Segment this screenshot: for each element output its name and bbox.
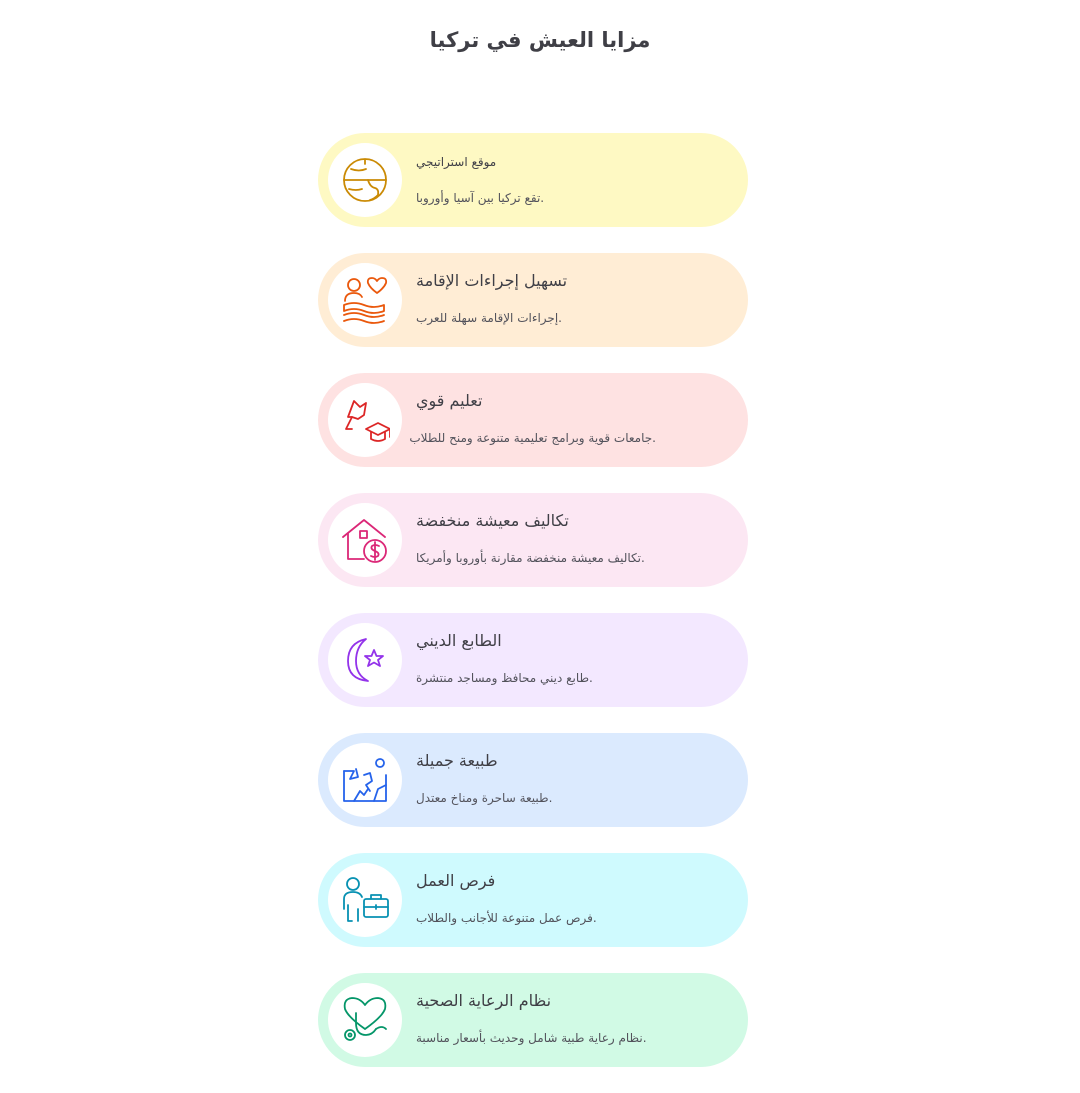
card-title: طبيعة جميلة	[416, 751, 498, 770]
card-title: فرص العمل	[416, 871, 496, 890]
landscape-icon	[328, 743, 402, 817]
card-description: .تكاليف معيشة منخفضة مقارنة بأوروبا وأمريكا	[416, 551, 645, 565]
benefit-card-religious-character	[318, 613, 748, 707]
benefits-list	[318, 133, 748, 1093]
card-description: .تقع تركيا بين آسيا وأوروبا	[416, 191, 545, 205]
page-title: مزايا العيش في تركيا	[429, 28, 651, 52]
benefit-card-job-opportunities	[318, 853, 748, 947]
residence-heart-icon	[328, 263, 402, 337]
card-title: موقع استراتيجي	[416, 155, 497, 169]
heart-stethoscope-icon	[328, 983, 402, 1057]
crescent-star-icon	[328, 623, 402, 697]
graduation-cap-icon	[328, 383, 402, 457]
card-title: تكاليف معيشة منخفضة	[416, 511, 569, 530]
benefit-card-residence	[318, 253, 748, 347]
benefit-card-education	[318, 373, 748, 467]
benefit-card-low-cost-living	[318, 493, 748, 587]
card-title: تعليم قوي	[416, 391, 483, 410]
benefit-card-beautiful-nature	[318, 733, 748, 827]
card-description: .نظام رعاية طبية شامل وحديث بأسعار مناسبة	[416, 1031, 647, 1045]
globe-icon	[328, 143, 402, 217]
card-description: .طابع ديني محافظ ومساجد منتشرة	[416, 671, 593, 685]
benefit-card-strategic-location	[318, 133, 748, 227]
card-title: تسهيل إجراءات الإقامة	[416, 271, 568, 290]
card-title: نظام الرعاية الصحية	[416, 991, 552, 1010]
house-dollar-icon	[328, 503, 402, 577]
card-description: .طبيعة ساحرة ومناخ معتدل	[416, 791, 553, 805]
person-briefcase-icon	[328, 863, 402, 937]
card-title: الطابع الديني	[416, 631, 502, 650]
card-description: .جامعات قوية وبرامج تعليمية متنوعة ومنح للطلاب	[409, 431, 656, 445]
card-description: .إجراءات الإقامة سهلة للعرب	[416, 311, 562, 325]
card-description: .فرص عمل متنوعة للأجانب والطلاب	[416, 911, 597, 925]
benefit-card-healthcare	[318, 973, 748, 1067]
